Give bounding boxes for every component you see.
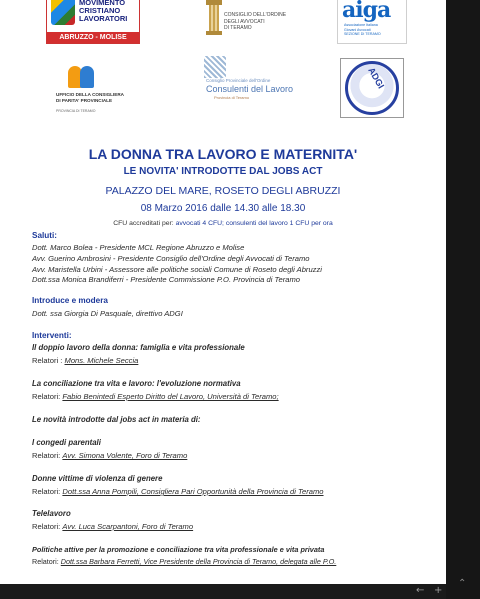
intervento-relatori: Relatori: Avv. Luca Scarpantoni, Foro di Teramo [32,522,194,531]
consulenti-logo-line1: Consiglio Provinciale dell'Ordine [206,78,271,83]
person-icon [80,66,94,88]
intervento-title: Donne vittime di violenza di genere [32,474,163,483]
cfu-line [0,220,446,227]
ordine-logo-text: CONSIGLIO DELL'ORDINE DEGLI AVVOCATI DI TERAMO [224,12,287,31]
interventi-heading: Interventi: [32,331,72,340]
intervento-title: Le novità introdotte dal jobs act in materia di: [32,415,201,424]
intervento-title: La conciliazione tra vita e lavoro: l'evoluzione normativa [32,379,241,388]
consulenti-mark-icon [204,56,226,78]
cfu-prefix: CFU accreditati per: [113,220,174,227]
back-arrow-icon[interactable]: ← [416,585,425,596]
chevron-up-icon[interactable]: ⌃ [458,578,467,589]
consulenti-lavoro-logo [196,54,296,104]
consulenti-logo-line2: Provincia di Teramo [214,95,250,100]
aiga-logo [337,0,407,44]
viewer-bottom-bar [0,584,446,599]
consulenti-logo-name: Consulenti del Lavoro [206,84,294,94]
intervento-title: Telelavoro [32,509,71,518]
saluti-item: Dott. Marco Bolea - Presidente MCL Regione Abruzzo e Molise [32,243,245,252]
intervento-relatori: Relatori: Fabio Benintedi Esperto Diritto del Lavoro, Università di Teramo; [32,392,279,401]
saluti-heading: Saluti: [32,231,58,240]
document-title: LA DONNA TRA LAVORO E MATERNITA' [88,146,358,162]
saluti-item: Dott.ssa Monica Brandiferri - Presidente Commissione P.O. Provincia di Teramo [32,275,300,284]
mcl-emblem-icon [51,0,75,25]
moderator: Dott. ssa Giorgia Di Pasquale, direttivo ADGI [32,309,183,318]
saluti-item: Avv. Maristella Urbini - Assessore alle politiche sociali Comune di Roseto degli Abruzzi [32,265,322,274]
intervento-relatori: Relatori: Dott.ssa Barbara Ferretti, Vice Presidente della Provincia di Teramo, delegata alle P.O. [32,557,337,566]
consigliera-logo-subtext: PROVINCIA DI TERAMO [56,109,96,113]
intervento-relatori: Relatori : Mons. Michele Seccia [32,356,139,365]
introduce-heading: Introduce e modera [32,296,108,305]
ordine-avvocati-logo [200,0,290,40]
venue: PALAZZO DEL MARE, ROSETO DEGLI ABRUZZI [105,185,341,197]
consigliera-parita-logo [50,62,150,114]
cfu-value: avvocati 4 CFU; consulenti del lavoro 1 CFU per ora [175,220,333,227]
consigliera-logo-text: UFFICIO DELLA CONSIGLIERA DI PARITA' PROVINCIALE [56,92,124,103]
viewer-side-bar [446,0,480,599]
intervento-title: I congedi parentali [32,438,101,447]
intervento-relatori: Relatori: Avv. Simona Volente, Foro di Teramo [32,451,188,460]
column-icon [206,0,222,36]
adgi-logo [340,58,404,118]
intervento-title: Il doppio lavoro della donna: famiglia e vita professionale [32,343,245,352]
intervento-relatori: Relatori: Dott.ssa Anna Pompili, Consigliera Pari Opportunità della Provincia di Teramo [32,487,324,496]
intervento-title: Politiche attive per la promozione e conciliazione tra vita professionale e vita privata [32,545,325,554]
adgi-logo-name: ADGI [366,65,387,91]
mcl-logo-text: MOVIMENTO CRISTIANO LAVORATORI [79,0,128,23]
saluti-item: Avv. Guerino Ambrosini - Presidente Consiglio dell'Ordine degli Avvocati di Teramo [32,254,310,263]
document-subtitle: LE NOVITA' INTRODOTTE DAL JOBS ACT [123,166,323,177]
mcl-logo-band: ABRUZZO - MOLISE [47,32,139,43]
event-date: 08 Marzo 2016 dalle 14.30 alle 18.30 [140,203,306,214]
mcl-logo [46,0,140,44]
aiga-logo-name: aiga [342,0,391,23]
aiga-logo-text: Associazione Italiana Giovani Avvocati SEZIONE DI TERAMO [344,23,381,36]
plus-icon[interactable]: + [434,585,443,596]
